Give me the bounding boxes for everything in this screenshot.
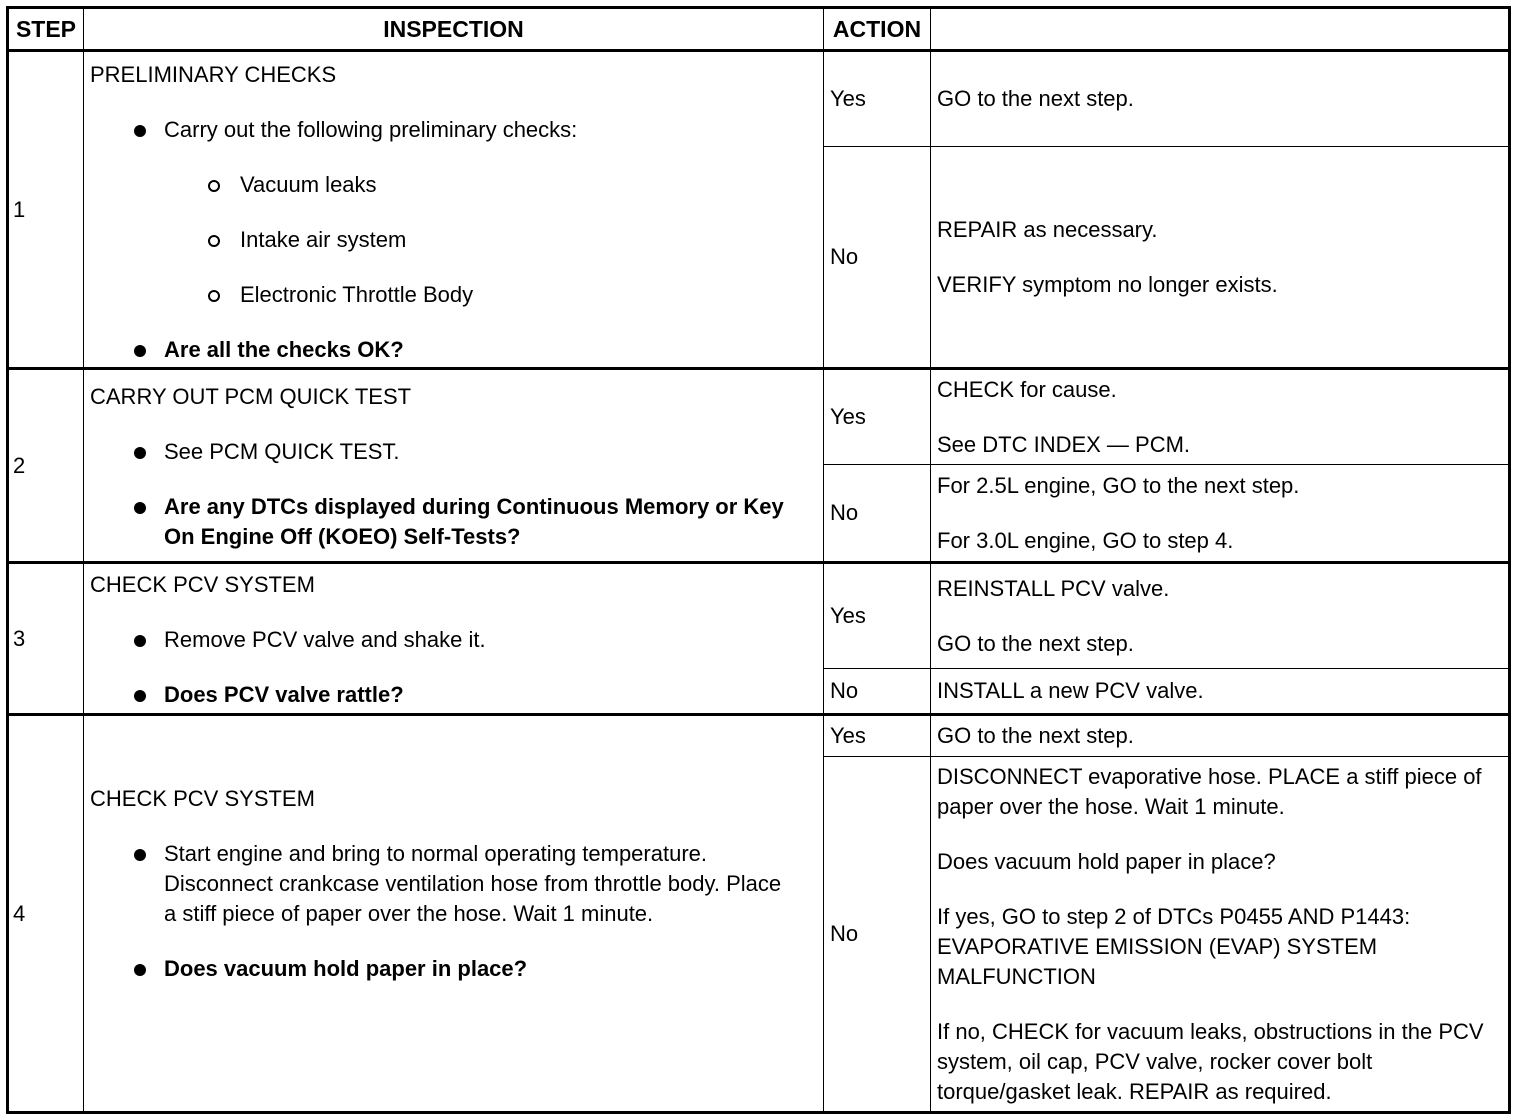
step-1-bullet-1: Carry out the following preliminary checks: — [84, 115, 823, 145]
step-4-yes-label: Yes — [824, 715, 931, 757]
step-1-sub-item-1: Vacuum leaks — [84, 170, 823, 200]
step-4-no-line-4: If no, CHECK for vacuum leaks, obstructions in the PCV system, oil cap, PCV valve, rocker cover bolt torque/gasket leak. REPAIR as required. — [937, 1018, 1484, 1104]
step-2-yes-action — [931, 369, 1510, 465]
step-1-yes-label: Yes — [824, 51, 931, 147]
step-1-no-line-2: VERIFY symptom no longer exists. — [937, 271, 1278, 297]
step-2-no-action — [931, 465, 1510, 563]
step-3-no-line-1: INSTALL a new PCV valve. — [937, 678, 1204, 703]
step-1-sub-item-2: Intake air system — [84, 225, 823, 255]
step-2-no-line-1: For 2.5L engine, GO to the next step. — [937, 472, 1300, 498]
step-4-yes-action — [931, 715, 1510, 757]
header-step: STEP — [8, 8, 84, 51]
step-3-yes-row — [8, 563, 1510, 669]
header-inspection: INSPECTION — [84, 8, 824, 51]
step-1-no-line-1: REPAIR as necessary. — [937, 216, 1158, 242]
step-3-no-label: No — [824, 669, 931, 715]
step-3-yes-action — [931, 563, 1510, 669]
step-1-sub-item-3: Electronic Throttle Body — [84, 280, 823, 310]
step-4-no-line-1: DISCONNECT evaporative hose. PLACE a stiff piece of paper over the hose. Wait 1 minute. — [937, 763, 1482, 819]
step-3-number: 3 — [8, 563, 84, 715]
step-1-number: 1 — [8, 51, 84, 369]
step-3-bullet-1: Remove PCV valve and shake it. — [84, 625, 823, 655]
step-2-yes-line-1: CHECK for cause. — [937, 376, 1117, 402]
step-4-title: CHECK PCV SYSTEM — [90, 785, 315, 811]
step-3-title: CHECK PCV SYSTEM — [90, 572, 315, 597]
step-2-question: Are any DTCs displayed during Continuous Memory or Key On Engine Off (KOEO) Self-Tests? — [84, 492, 823, 552]
step-4-no-line-2: Does vacuum hold paper in place? — [937, 848, 1276, 874]
step-2-no-label: No — [824, 465, 931, 563]
step-3-yes-label: Yes — [824, 563, 931, 669]
step-1-title: PRELIMINARY CHECKS — [90, 62, 337, 87]
step-2-inspection — [84, 369, 824, 563]
step-1-no-label: No — [824, 147, 931, 369]
step-3-question: Does PCV valve rattle? — [84, 680, 823, 710]
step-1-yes-line-1: GO to the next step. — [937, 86, 1134, 111]
step-4-no-line-3: If yes, GO to step 2 of DTCs P0455 AND P1443: EVAPORATIVE EMISSION (EVAP) SYSTEM MALFUNCTION — [937, 903, 1411, 989]
step-4-question: Does vacuum hold paper in place? — [84, 954, 823, 984]
step-4-no-label: No — [824, 757, 931, 1113]
step-4-yes-row — [8, 715, 1510, 757]
step-1-inspection — [84, 51, 824, 369]
diagnostic-table — [6, 6, 1511, 1114]
step-1-question: Are all the checks OK? — [84, 335, 823, 365]
step-2-title: CARRY OUT PCM QUICK TEST — [90, 384, 412, 409]
header-result — [931, 8, 1510, 51]
step-2-number: 2 — [8, 369, 84, 563]
step-4-number: 4 — [8, 715, 84, 1113]
step-2-yes-row — [8, 369, 1510, 465]
step-1-yes-row — [8, 51, 1510, 147]
step-2-no-line-2: For 3.0L engine, GO to step 4. — [937, 527, 1234, 553]
step-2-yes-label: Yes — [824, 369, 931, 465]
step-3-no-action — [931, 669, 1510, 715]
step-2-yes-line-2: See DTC INDEX — PCM. — [937, 431, 1191, 457]
header-row — [8, 8, 1510, 51]
step-1-no-action — [931, 147, 1510, 369]
step-3-inspection — [84, 563, 824, 715]
step-4-yes-line-1: GO to the next step. — [937, 723, 1134, 748]
header-action: ACTION — [824, 8, 931, 51]
step-3-yes-line-1: REINSTALL PCV valve. — [937, 575, 1170, 601]
step-2-bullet-1: See PCM QUICK TEST. — [84, 437, 823, 467]
step-3-yes-line-2: GO to the next step. — [937, 630, 1134, 656]
step-4-no-action — [931, 757, 1510, 1113]
step-4-inspection — [84, 715, 824, 1113]
step-1-yes-action — [931, 51, 1510, 147]
step-4-bullet-1: Start engine and bring to normal operating temperature. Disconnect crankcase ventilation hose from throttle body. Place a stiff piece of paper over the hose. Wait 1 minute. — [84, 839, 823, 929]
